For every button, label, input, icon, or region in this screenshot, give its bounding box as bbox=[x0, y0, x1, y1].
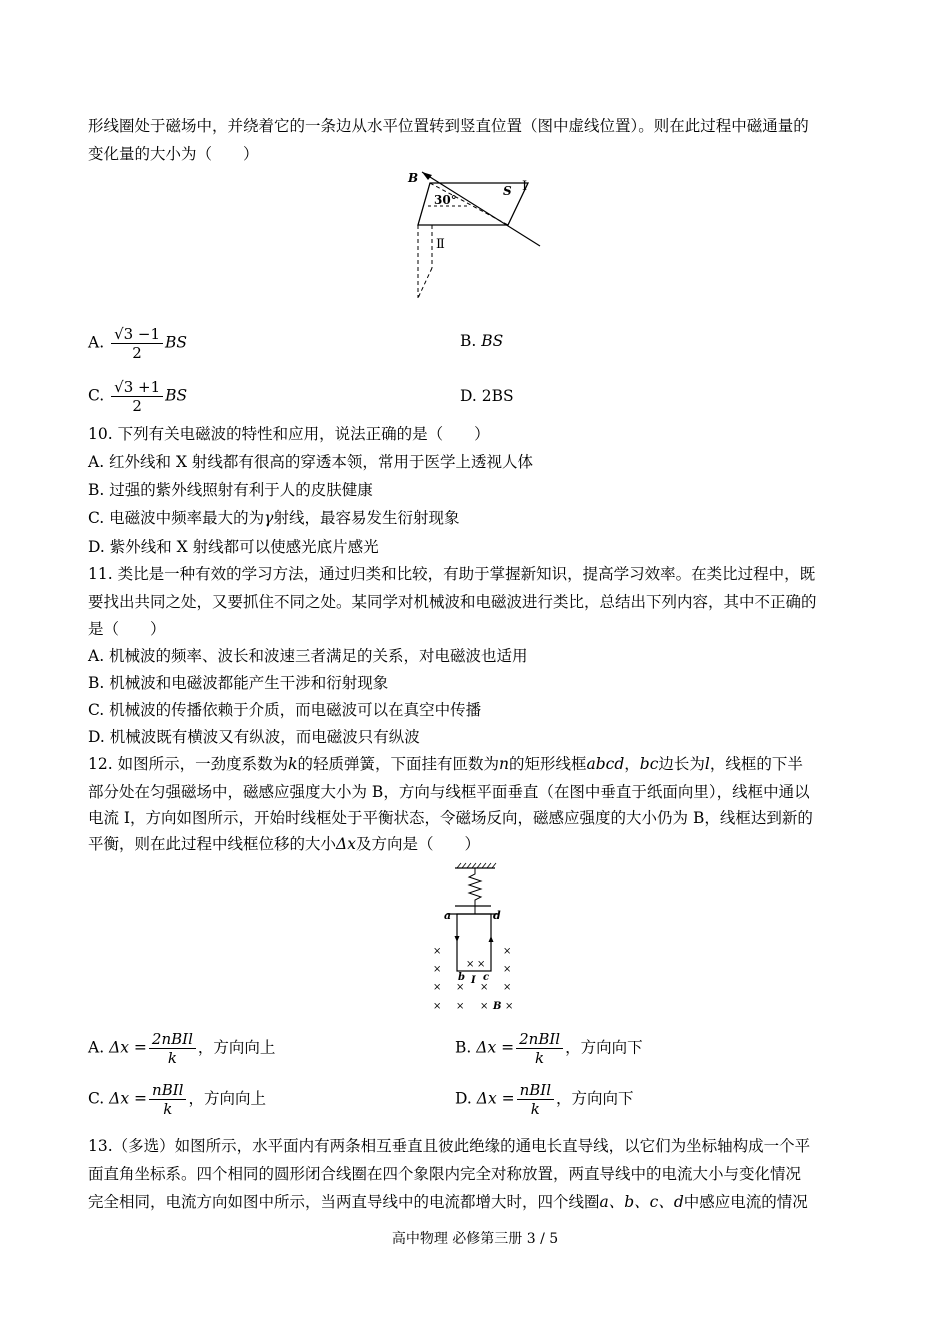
svg-text:×: × bbox=[466, 959, 475, 970]
q12-option-a[interactable]: A. Δx = $\frac{\text{2nBIl}}{k}$ ，方向向上 bbox=[88, 1030, 276, 1067]
svg-text:×: × bbox=[480, 982, 489, 993]
q9-fig-label-B: B bbox=[408, 171, 419, 185]
q9-text-line1: 形线圈处于磁场中，并绕着它的一条边从水平位置转到竖直位置（图中虚线位置）。则在此过程中磁通量的 bbox=[88, 117, 809, 135]
q9-fig-label-S: S bbox=[503, 184, 512, 198]
q12-text-line2: 部分处在匀强磁场中，磁感应强度大小为 B，方向与线框平面垂直（在图中垂直于纸面向里），线框中通以 bbox=[88, 783, 810, 801]
q12-fig-label-B: B bbox=[493, 1001, 502, 1012]
q9-option-c[interactable]: C. $\frac{√3 +1}{2}$ BS bbox=[88, 378, 188, 415]
q9-option-a-fraction: $\frac{√3 -1}{2}$ bbox=[111, 325, 163, 362]
q12-text-line1: 12. 如图所示，一劲度系数为k的轻质弹簧，下面挂有匝数为n的矩形线框abcd，bc边长为l，线框的下半 bbox=[88, 755, 803, 773]
q12-figure bbox=[425, 862, 525, 1017]
q9-figure bbox=[400, 168, 550, 308]
q11-option-c[interactable]: C. 机械波的传播依赖于介质，而电磁波可以在真空中传播 bbox=[88, 701, 482, 719]
q13-text-line2: 面直角坐标系。四个相同的圆形闭合线圈在四个象限内完全对称放置，两直导线中的电流大小与变化情况 bbox=[88, 1165, 802, 1183]
q12-fig-label-I: I bbox=[471, 975, 476, 986]
q9-option-d[interactable]: D. 2BS bbox=[460, 387, 514, 405]
q9-option-a[interactable]: A. $\frac{√3 -1}{2}$ BS bbox=[88, 325, 188, 362]
q11-option-d[interactable]: D. 机械波既有横波又有纵波，而电磁波只有纵波 bbox=[88, 728, 420, 746]
q11-text-line2: 要找出共同之处，又要抓住不同之处。某同学对机械波和电磁波进行类比，总结出下列内容，其中不正确的 bbox=[88, 593, 817, 611]
q11-text-line3: 是（ ） bbox=[88, 620, 166, 638]
q13-text-line1: 13.（多选）如图所示，水平面内有两条相互垂直且彼此绝缘的通电长直导线，以它们为坐标轴构成一个平 bbox=[88, 1137, 811, 1155]
svg-text:×: × bbox=[505, 1001, 514, 1012]
q12-text-line4: 平衡，则在此过程中线框位移的大小Δx及方向是（ ） bbox=[88, 835, 480, 853]
q12-fig-label-d: d bbox=[493, 909, 501, 922]
svg-text:×: × bbox=[503, 946, 512, 957]
svg-text:×: × bbox=[456, 1001, 465, 1012]
q12-fig-label-c: c bbox=[483, 972, 490, 983]
svg-text:×: × bbox=[480, 1001, 489, 1012]
q9-option-c-fraction: $\frac{√3 +1}{2}$ bbox=[111, 378, 163, 415]
svg-text:×: × bbox=[433, 1001, 442, 1012]
q12-fig-label-a: a bbox=[444, 909, 452, 922]
q11-option-b[interactable]: B. 机械波和电磁波都能产生干涉和衍射现象 bbox=[88, 674, 389, 692]
q9-option-a-prefix: A. bbox=[88, 333, 105, 352]
q12-option-b[interactable]: B. Δx = $\frac{\text{2nBIl}}{k}$ ，方向向下 bbox=[455, 1030, 643, 1067]
q9-option-b[interactable]: B. BS bbox=[460, 332, 504, 350]
svg-text:×: × bbox=[503, 964, 512, 975]
q9-fig-label-I: I bbox=[522, 179, 528, 194]
svg-text:×: × bbox=[503, 982, 512, 993]
q9-fig-label-II: Ⅱ bbox=[436, 237, 445, 252]
q11-text-line1: 11. 类比是一种有效的学习方法，通过归类和比较，有助于掌握新知识，提高学习效率。在类比过程中，既 bbox=[88, 565, 816, 583]
q11-option-a[interactable]: A. 机械波的频率、波长和波速三者满足的关系，对电磁波也适用 bbox=[88, 647, 528, 665]
svg-text:×: × bbox=[433, 982, 442, 993]
svg-text:×: × bbox=[456, 982, 465, 993]
q10-option-d[interactable]: D. 紫外线和 X 射线都可以使感光底片感光 bbox=[88, 538, 379, 556]
q10-option-c[interactable]: C. 电磁波中频率最大的为γ射线，最容易发生衍射现象 bbox=[88, 509, 460, 527]
q13-text-line3: 完全相同，电流方向如图中所示，当两直导线中的电流都增大时，四个线圈a、b、c、d中感应电流的情况 bbox=[88, 1193, 808, 1211]
svg-text:×: × bbox=[433, 964, 442, 975]
q9-fig-angle: 30° bbox=[434, 193, 457, 207]
q10-stem: 10. 下列有关电磁波的特性和应用，说法正确的是（ ） bbox=[88, 425, 490, 443]
svg-text:×: × bbox=[433, 946, 442, 957]
svg-text:×: × bbox=[477, 959, 486, 970]
q12-text-line3: 电流 I，方向如图所示，开始时线框处于平衡状态，令磁场反向，磁感应强度的大小仍为 B，线框达到新的 bbox=[88, 809, 813, 827]
q9-text-line2: 变化量的大小为（ ） bbox=[88, 145, 259, 163]
page-footer: 高中物理 必修第三册 3 / 5 bbox=[391, 1231, 559, 1247]
q12-option-d[interactable]: D. Δx = $\frac{\text{nBIl}}{k}$ ，方向向下 bbox=[455, 1081, 634, 1118]
q10-option-b[interactable]: B. 过强的紫外线照射有利于人的皮肤健康 bbox=[88, 481, 373, 499]
q10-option-a[interactable]: A. 红外线和 X 射线都有很高的穿透本领，常用于医学上透视人体 bbox=[88, 453, 533, 471]
q12-option-c[interactable]: C. Δx = $\frac{\text{nBIl}}{k}$ ，方向向上 bbox=[88, 1081, 266, 1118]
q12-fig-label-b: b bbox=[458, 972, 465, 983]
